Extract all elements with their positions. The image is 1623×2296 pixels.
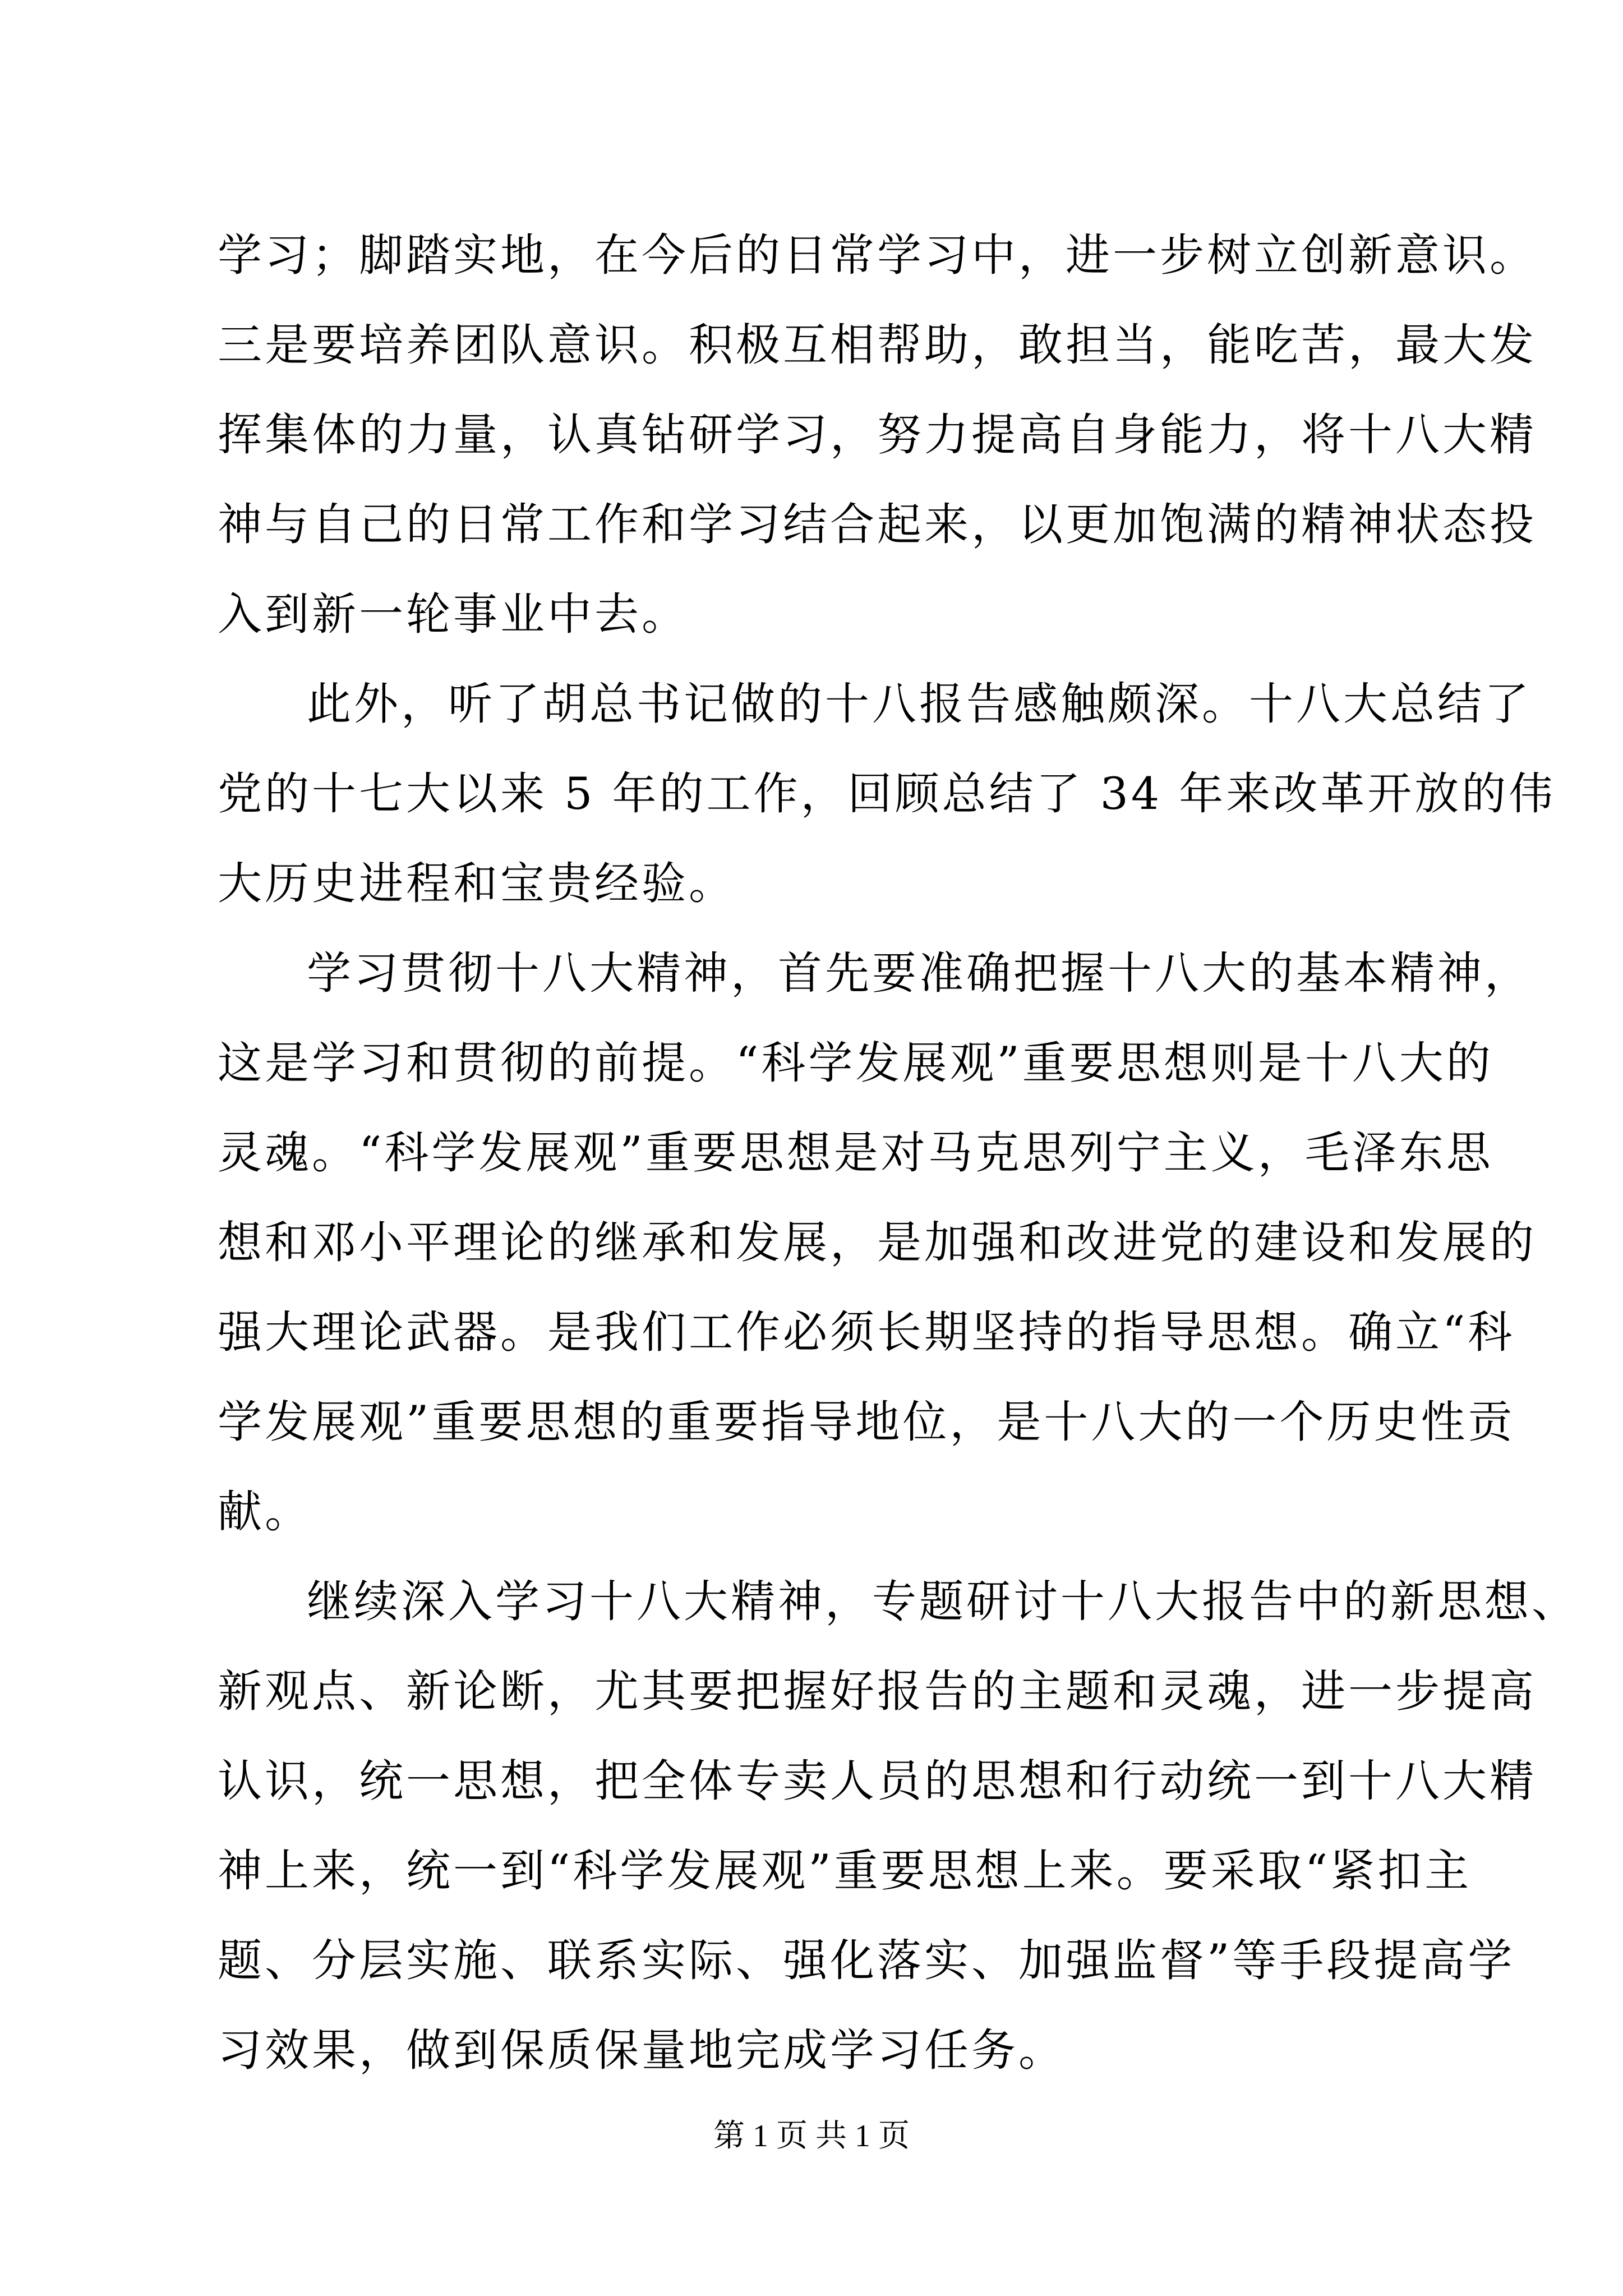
paragraph-first-line: 此外，听了胡总书记做的十八报告感触颇深。十八大总结了 (307, 678, 1532, 730)
text-line: 神上来，统一到“科学发展观”重要思想上来。要采取“紧扣主 (218, 1845, 1472, 1897)
paragraph-first-line: 继续深入学习十八大精神，专题研讨十八大报告中的新思想、 (307, 1576, 1579, 1627)
text-line: 习效果，做到保质保量地完成学习任务。 (218, 2024, 1066, 2076)
page-footer: 第 1 页 共 1 页 (713, 2119, 910, 2154)
text-line: 献。 (218, 1486, 312, 1538)
paragraph-first-line: 学习贯彻十八大精神，首先要准确把握十八大的基本精神， (307, 947, 1532, 999)
text-line: 大历史进程和宝贵经验。 (218, 858, 736, 909)
text-line: 新观点、新论断，尤其要把握好报告的主题和灵魂，进一步提高 (218, 1665, 1537, 1717)
text-line: 学发展观”重要思想的重要指导地位，是十八大的一个历史性贡 (218, 1396, 1515, 1448)
text-line: 题、分层实施、联系实际、强化落实、加强监督”等手段提高学 (218, 1935, 1515, 1986)
text-line: 灵魂。“科学发展观”重要思想是对马克思列宁主义，毛泽东思 (218, 1127, 1493, 1179)
text-line: 挥集体的力量，认真钻研学习，努力提高自身能力，将十八大精 (218, 409, 1537, 461)
text-line: 神与自己的日常工作和学习结合起来，以更加饱满的精神状态投 (218, 499, 1537, 550)
text-line: 想和邓小平理论的继承和发展，是加强和改进党的建设和发展的 (218, 1217, 1537, 1268)
text-line: 学习；脚踏实地，在今后的日常学习中，进一步树立创新意识。 (218, 229, 1537, 281)
text-line: 入到新一轮事业中去。 (218, 588, 689, 640)
text-line: 党的十七大以来 5 年的工作，回顾总结了 34 年来改革开放的伟 (218, 768, 1556, 820)
text-line: 三是要培养团队意识。积极互相帮助，敢担当，能吃苦，最大发 (218, 319, 1537, 371)
text-line: 这是学习和贯彻的前提。“科学发展观”重要思想则是十八大的 (218, 1037, 1493, 1089)
text-line: 认识，统一思想，把全体专卖人员的思想和行动统一到十八大精 (218, 1755, 1537, 1807)
text-line: 强大理论武器。是我们工作必须长期坚持的指导思想。确立“科 (218, 1306, 1515, 1358)
